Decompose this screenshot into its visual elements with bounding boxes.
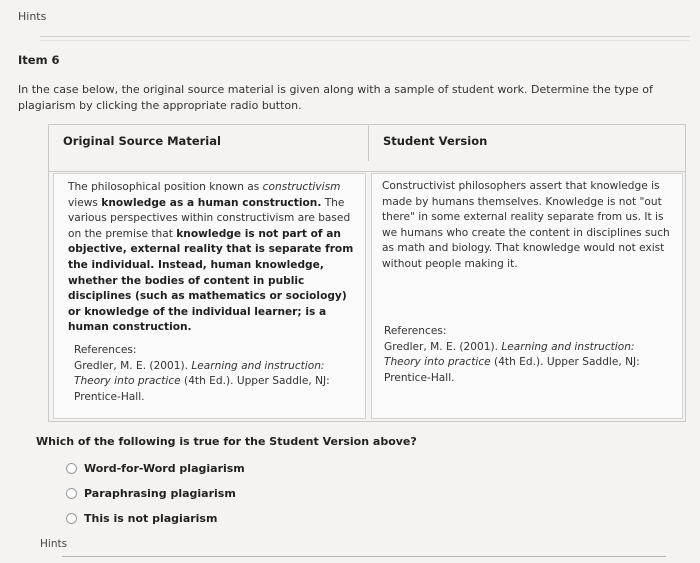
original-references: References: Gredler, M. E. (2001). Learning and instruction: Theory into practice (4th Ed.). Upper Saddle, NJ: Prentice-Hall. [74,344,330,403]
student-references: References: Gredler, M. E. (2001). Learning and instruction: Theory into practice (4th Ed.). Upper Saddle, NJ: Prentice-Hall. [384,325,640,384]
hints-link-top[interactable]: Hints [18,10,47,23]
header-separator [49,161,685,172]
option-label: Paraphrasing plagiarism [84,486,236,500]
instructions-text: In the case below, the original source material is given along with a sample of student work. Determine the type of plagiarism by clicking the appropriate radio button. [18,83,653,112]
header-original-source: Original Source Material [49,125,369,161]
question-text: Which of the following is true for the Student Version above? [36,435,417,448]
student-version-cell [371,173,683,419]
comparison-table [48,124,686,422]
option-word-for-word[interactable] [66,461,245,475]
header-student-version: Student Version [383,134,488,148]
radio-button[interactable] [66,463,77,474]
divider-bottom [62,556,666,557]
option-label: This is not plagiarism [84,511,218,525]
option-not-plagiarism[interactable] [66,511,217,525]
item-title: Item 6 [18,53,60,67]
student-version-text: Constructivist philosophers assert that knowledge is made by humans themselves. Knowledge is not "out there" in some external reality separate from us. It is we humans who create the content in disciplines such as math and biology. That knowledge would not exist without people making it. [382,180,670,270]
radio-button[interactable] [66,488,77,499]
original-source-text: The philosophical position known as constructivism views knowledge as a human construction. The various perspectives within constructivism are based on the premise that knowledge is not part of an objective, external reality that is separate from the individual. Instead, human knowledge, whether the bodies of content in public disciplines (such as mathematics or sociology) or knowledge of the individual learner; is a human construction. [68,181,354,334]
divider-top [40,36,690,41]
option-label: Word-for-Word plagiarism [84,461,245,475]
hints-link-bottom[interactable]: Hints [40,538,68,550]
option-paraphrasing[interactable] [66,486,236,500]
radio-button[interactable] [66,513,77,524]
original-source-cell [53,173,366,419]
